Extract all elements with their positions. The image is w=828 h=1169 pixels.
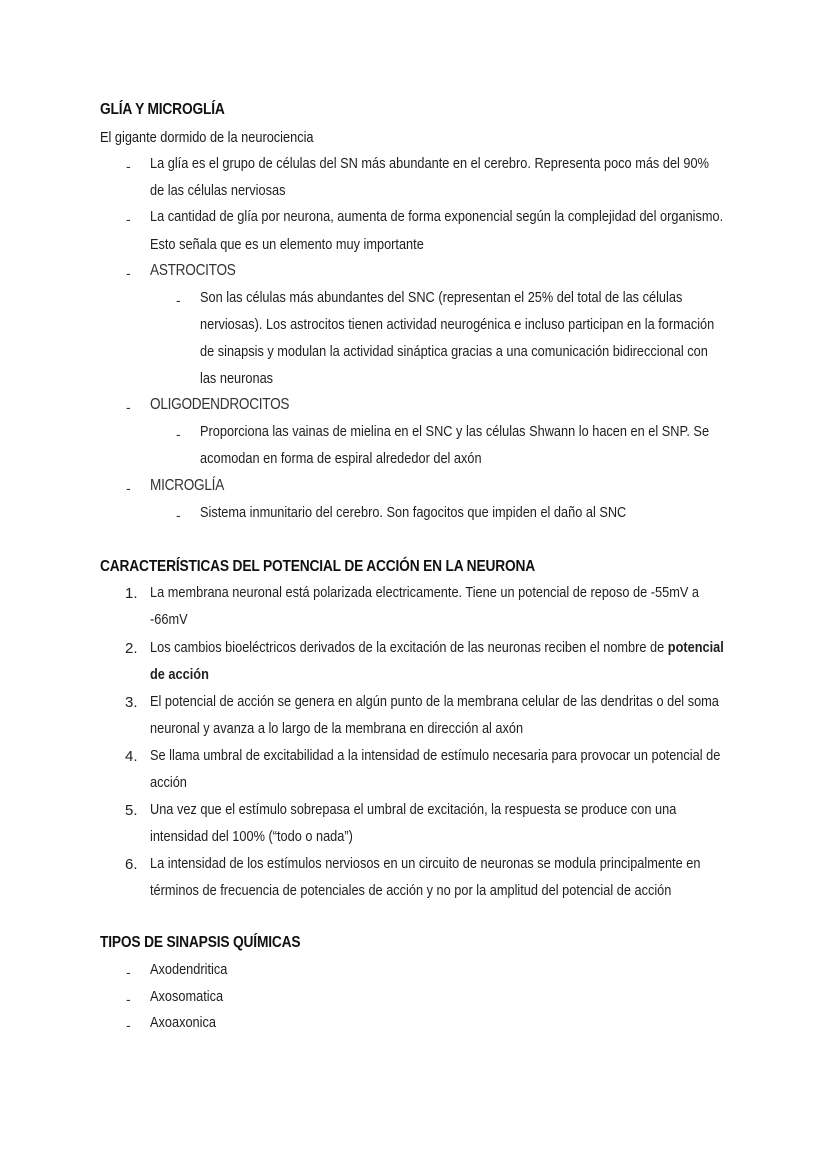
section-title-glia: GLÍA Y MICROGLÍA	[100, 101, 225, 118]
bullet-line: Son las células más abundantes del SNC (representan el 25% del total de las células	[200, 290, 683, 306]
bullet-dash: -	[126, 399, 131, 415]
bullet-line: Esto señala que es un elemento muy importante	[150, 237, 424, 253]
bullet-dash: -	[126, 991, 131, 1007]
bullet-dash: -	[176, 507, 181, 523]
list-line: El potencial de acción se genera en algún punto de la membrana celular de las dendritas o del soma	[150, 694, 719, 710]
bullet-dash: -	[126, 480, 131, 496]
list-line: acción	[150, 775, 187, 791]
bullet-dash: -	[126, 158, 131, 174]
bullet-line: acomodan en forma de espiral alrededor del axón	[200, 451, 482, 467]
bullet-dash: -	[126, 964, 131, 980]
list-line: La membrana neuronal está polarizada electricamente. Tiene un potencial de reposo de -55mV a	[150, 585, 700, 601]
list-item: Axosomatica	[150, 989, 224, 1005]
bullet-dash: -	[176, 292, 181, 308]
subsection-microglia: MICROGLÍA	[150, 477, 225, 494]
bullet-line: nerviosas). Los astrocitos tienen actividad neurogénica e incluso participan en la formación	[200, 317, 715, 333]
bullet-line: de sinapsis y modulan la actividad sináptica gracias a una comunicación bidireccional con	[200, 344, 708, 360]
bullet-line: La glía es el grupo de células del SN más abundante en el cerebro. Representa poco más del 90%	[150, 156, 709, 172]
list-line: Una vez que el estímulo sobrepasa el umbral de excitación, la respuesta se produce con una	[150, 802, 677, 818]
bullet-line: Sistema inmunitario del cerebro. Son fagocitos que impiden el daño al SNC	[200, 505, 627, 521]
list-number: 4.	[125, 748, 138, 765]
section-title-sinapsis: TIPOS DE SINAPSIS QUÍMICAS	[100, 934, 301, 951]
list-number: 3.	[125, 694, 138, 711]
list-line: Se llama umbral de excitabilidad a la intensidad de estímulo necesaria para provocar un potencial de	[150, 748, 721, 764]
list-number: 5.	[125, 802, 138, 819]
bullet-dash: -	[176, 426, 181, 442]
list-line-text: Los cambios bioeléctricos derivados de la excitación de las neuronas reciben el nombre de	[150, 640, 665, 656]
list-line-bold: de acción	[150, 667, 209, 683]
bullet-dash: -	[126, 211, 131, 227]
subsection-oligodendrocitos: OLIGODENDROCITOS	[150, 396, 290, 413]
list-line: -66mV	[150, 612, 188, 628]
bullet-line: las neuronas	[200, 371, 274, 387]
list-line: neuronal y avanza a lo largo de la membrana en dirección al axón	[150, 721, 524, 737]
list-item: Axodendritica	[150, 962, 228, 978]
list-number: 1.	[125, 585, 138, 602]
bullet-dash: -	[126, 1017, 131, 1033]
bullet-line: La cantidad de glía por neurona, aumenta de forma exponencial según la complejidad del organismo.	[150, 209, 724, 225]
list-number: 2.	[125, 640, 138, 657]
list-item: Axoaxonica	[150, 1015, 216, 1031]
bullet-line: de las células nerviosas	[150, 183, 286, 199]
list-line: términos de frecuencia de potenciales de acción y no por la amplitud del potencial de acción	[150, 883, 672, 899]
subsection-astrocitos: ASTROCITOS	[150, 262, 236, 279]
bullet-line: Proporciona las vainas de mielina en el SNC y las células Shwann lo hacen en el SNP. Se	[200, 424, 710, 440]
list-number: 6.	[125, 856, 138, 873]
list-line: La intensidad de los estímulos nerviosos en un circuito de neuronas se modula principalmente en	[150, 856, 701, 872]
section-title-potencial: CARACTERÍSTICAS DEL POTENCIAL DE ACCIÓN EN LA NEURONA	[100, 558, 536, 575]
list-line: intensidad del 100% (“todo o nada”)	[150, 829, 353, 845]
bullet-dash: -	[126, 265, 131, 281]
subtitle: El gigante dormido de la neurociencia	[100, 130, 314, 146]
list-line	[150, 640, 724, 656]
bold-term: potencial	[667, 640, 724, 656]
